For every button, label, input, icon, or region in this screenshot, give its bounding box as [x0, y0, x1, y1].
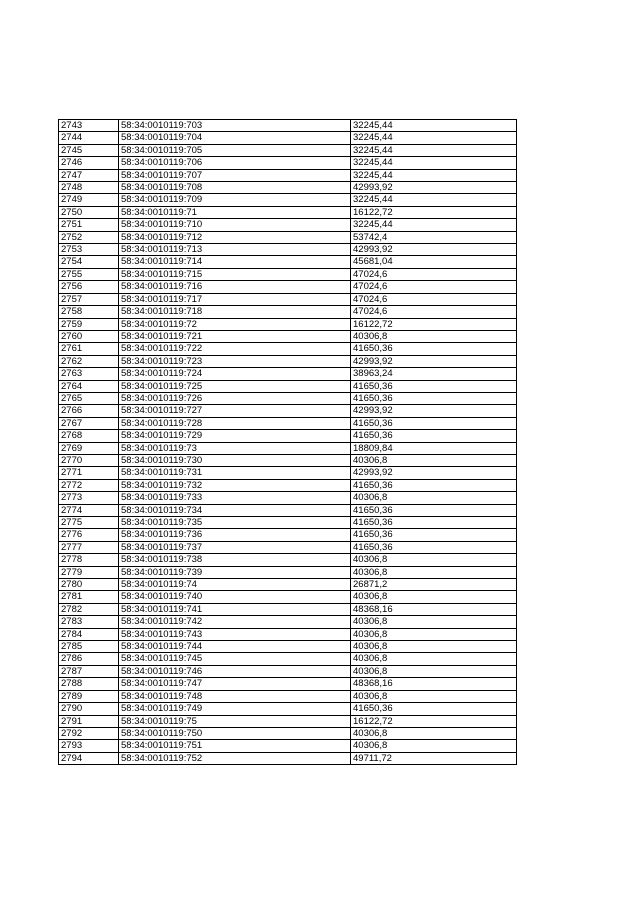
- row-number-cell: 2762: [59, 355, 119, 367]
- row-number-cell: 2791: [59, 715, 119, 727]
- value-cell: 26871,2: [351, 579, 517, 591]
- cadastral-number-cell: 58:34:0010119:715: [119, 268, 351, 280]
- cadastral-number-cell: 58:34:0010119:703: [119, 120, 351, 132]
- cadastral-number-cell: 58:34:0010119:709: [119, 194, 351, 206]
- table-row: [59, 715, 517, 727]
- row-number-cell: 2755: [59, 268, 119, 280]
- value-cell: 32245,44: [351, 219, 517, 231]
- value-cell: 40306,8: [351, 454, 517, 466]
- row-number-cell: 2758: [59, 306, 119, 318]
- value-cell: 45681,04: [351, 256, 517, 268]
- row-number-cell: 2773: [59, 492, 119, 504]
- value-cell: 41650,36: [351, 703, 517, 715]
- row-number-cell: 2788: [59, 678, 119, 690]
- cadastral-number-cell: 58:34:0010119:752: [119, 752, 351, 764]
- table-row: [59, 293, 517, 305]
- value-cell: 32245,44: [351, 157, 517, 169]
- table-row: [59, 219, 517, 231]
- row-number-cell: 2754: [59, 256, 119, 268]
- cadastral-number-cell: 58:34:0010119:735: [119, 517, 351, 529]
- cadastral-number-cell: 58:34:0010119:724: [119, 368, 351, 380]
- row-number-cell: 2760: [59, 330, 119, 342]
- cadastral-number-cell: 58:34:0010119:713: [119, 244, 351, 256]
- row-number-cell: 2781: [59, 591, 119, 603]
- row-number-cell: 2771: [59, 467, 119, 479]
- value-cell: 41650,36: [351, 529, 517, 541]
- row-number-cell: 2756: [59, 281, 119, 293]
- table-row: [59, 380, 517, 392]
- cadastral-number-cell: 58:34:0010119:742: [119, 616, 351, 628]
- table-row: [59, 182, 517, 194]
- cadastral-value-table: [58, 119, 517, 765]
- value-cell: 40306,8: [351, 727, 517, 739]
- table-row: [59, 430, 517, 442]
- row-number-cell: 2777: [59, 541, 119, 553]
- table-row: [59, 566, 517, 578]
- table-row: [59, 144, 517, 156]
- cadastral-number-cell: 58:34:0010119:74: [119, 579, 351, 591]
- cadastral-number-cell: 58:34:0010119:749: [119, 703, 351, 715]
- value-cell: 40306,8: [351, 616, 517, 628]
- cadastral-number-cell: 58:34:0010119:73: [119, 442, 351, 454]
- row-number-cell: 2752: [59, 231, 119, 243]
- value-cell: 18809,84: [351, 442, 517, 454]
- value-cell: 41650,36: [351, 380, 517, 392]
- cadastral-number-cell: 58:34:0010119:743: [119, 628, 351, 640]
- value-cell: 42993,92: [351, 405, 517, 417]
- cadastral-number-cell: 58:34:0010119:708: [119, 182, 351, 194]
- cadastral-number-cell: 58:34:0010119:751: [119, 740, 351, 752]
- table-row: [59, 517, 517, 529]
- cadastral-number-cell: 58:34:0010119:736: [119, 529, 351, 541]
- value-cell: 32245,44: [351, 144, 517, 156]
- table-row: [59, 417, 517, 429]
- value-cell: 47024,6: [351, 306, 517, 318]
- cadastral-number-cell: 58:34:0010119:72: [119, 318, 351, 330]
- row-number-cell: 2779: [59, 566, 119, 578]
- cadastral-number-cell: 58:34:0010119:733: [119, 492, 351, 504]
- value-cell: 32245,44: [351, 169, 517, 181]
- table-row: [59, 281, 517, 293]
- value-cell: 32245,44: [351, 132, 517, 144]
- cadastral-number-cell: 58:34:0010119:725: [119, 380, 351, 392]
- table-row: [59, 132, 517, 144]
- table-row: [59, 541, 517, 553]
- value-cell: 48368,16: [351, 603, 517, 615]
- value-cell: 48368,16: [351, 678, 517, 690]
- table-row: [59, 479, 517, 491]
- row-number-cell: 2745: [59, 144, 119, 156]
- row-number-cell: 2772: [59, 479, 119, 491]
- table-row: [59, 665, 517, 677]
- table-row: [59, 120, 517, 132]
- value-cell: 40306,8: [351, 330, 517, 342]
- cadastral-number-cell: 58:34:0010119:705: [119, 144, 351, 156]
- value-cell: 47024,6: [351, 293, 517, 305]
- cadastral-number-cell: 58:34:0010119:714: [119, 256, 351, 268]
- table-row: [59, 467, 517, 479]
- row-number-cell: 2757: [59, 293, 119, 305]
- row-number-cell: 2764: [59, 380, 119, 392]
- value-cell: 40306,8: [351, 653, 517, 665]
- row-number-cell: 2775: [59, 517, 119, 529]
- value-cell: 42993,92: [351, 244, 517, 256]
- value-cell: 40306,8: [351, 591, 517, 603]
- value-cell: 41650,36: [351, 517, 517, 529]
- table-row: [59, 244, 517, 256]
- cadastral-number-cell: 58:34:0010119:706: [119, 157, 351, 169]
- table-row: [59, 603, 517, 615]
- table-row: [59, 727, 517, 739]
- table-row: [59, 194, 517, 206]
- table-row: [59, 355, 517, 367]
- table-row: [59, 318, 517, 330]
- row-number-cell: 2753: [59, 244, 119, 256]
- cadastral-number-cell: 58:34:0010119:707: [119, 169, 351, 181]
- cadastral-number-cell: 58:34:0010119:71: [119, 206, 351, 218]
- table-row: [59, 256, 517, 268]
- cadastral-number-cell: 58:34:0010119:740: [119, 591, 351, 603]
- value-cell: 41650,36: [351, 417, 517, 429]
- row-number-cell: 2786: [59, 653, 119, 665]
- row-number-cell: 2776: [59, 529, 119, 541]
- row-number-cell: 2743: [59, 120, 119, 132]
- cadastral-number-cell: 58:34:0010119:716: [119, 281, 351, 293]
- table-row: [59, 678, 517, 690]
- cadastral-number-cell: 58:34:0010119:738: [119, 554, 351, 566]
- value-cell: 16122,72: [351, 318, 517, 330]
- cadastral-number-cell: 58:34:0010119:747: [119, 678, 351, 690]
- table-row: [59, 740, 517, 752]
- value-cell: 40306,8: [351, 690, 517, 702]
- row-number-cell: 2767: [59, 417, 119, 429]
- row-number-cell: 2759: [59, 318, 119, 330]
- value-cell: 40306,8: [351, 492, 517, 504]
- value-cell: 47024,6: [351, 268, 517, 280]
- cadastral-number-cell: 58:34:0010119:732: [119, 479, 351, 491]
- cadastral-number-cell: 58:34:0010119:745: [119, 653, 351, 665]
- value-cell: 47024,6: [351, 281, 517, 293]
- table-row: [59, 492, 517, 504]
- value-cell: 49711,72: [351, 752, 517, 764]
- table-row: [59, 157, 517, 169]
- table-row: [59, 703, 517, 715]
- table-row: [59, 690, 517, 702]
- row-number-cell: 2746: [59, 157, 119, 169]
- table-row: [59, 169, 517, 181]
- table-row: [59, 405, 517, 417]
- table-row: [59, 231, 517, 243]
- table-row: [59, 343, 517, 355]
- table-row: [59, 392, 517, 404]
- table-row: [59, 554, 517, 566]
- table-row: [59, 641, 517, 653]
- table-row: [59, 591, 517, 603]
- value-cell: 41650,36: [351, 479, 517, 491]
- row-number-cell: 2787: [59, 665, 119, 677]
- cadastral-number-cell: 58:34:0010119:750: [119, 727, 351, 739]
- cadastral-number-cell: 58:34:0010119:75: [119, 715, 351, 727]
- value-cell: 53742,4: [351, 231, 517, 243]
- cadastral-number-cell: 58:34:0010119:726: [119, 392, 351, 404]
- cadastral-number-cell: 58:34:0010119:717: [119, 293, 351, 305]
- value-cell: 42993,92: [351, 467, 517, 479]
- value-cell: 16122,72: [351, 206, 517, 218]
- cadastral-number-cell: 58:34:0010119:722: [119, 343, 351, 355]
- row-number-cell: 2783: [59, 616, 119, 628]
- cadastral-number-cell: 58:34:0010119:731: [119, 467, 351, 479]
- row-number-cell: 2794: [59, 752, 119, 764]
- value-cell: 41650,36: [351, 504, 517, 516]
- row-number-cell: 2789: [59, 690, 119, 702]
- value-cell: 40306,8: [351, 740, 517, 752]
- value-cell: 41650,36: [351, 541, 517, 553]
- row-number-cell: 2748: [59, 182, 119, 194]
- value-cell: 42993,92: [351, 355, 517, 367]
- value-cell: 41650,36: [351, 430, 517, 442]
- cadastral-number-cell: 58:34:0010119:718: [119, 306, 351, 318]
- table-body: [59, 120, 517, 765]
- value-cell: 40306,8: [351, 665, 517, 677]
- table-row: [59, 628, 517, 640]
- value-cell: 40306,8: [351, 628, 517, 640]
- table-row: [59, 454, 517, 466]
- row-number-cell: 2785: [59, 641, 119, 653]
- value-cell: 41650,36: [351, 343, 517, 355]
- cadastral-number-cell: 58:34:0010119:748: [119, 690, 351, 702]
- table-row: [59, 442, 517, 454]
- value-cell: 42993,92: [351, 182, 517, 194]
- cadastral-number-cell: 58:34:0010119:741: [119, 603, 351, 615]
- cadastral-number-cell: 58:34:0010119:710: [119, 219, 351, 231]
- cadastral-number-cell: 58:34:0010119:729: [119, 430, 351, 442]
- cadastral-number-cell: 58:34:0010119:737: [119, 541, 351, 553]
- row-number-cell: 2782: [59, 603, 119, 615]
- cadastral-number-cell: 58:34:0010119:734: [119, 504, 351, 516]
- cadastral-number-cell: 58:34:0010119:704: [119, 132, 351, 144]
- cadastral-number-cell: 58:34:0010119:712: [119, 231, 351, 243]
- row-number-cell: 2780: [59, 579, 119, 591]
- row-number-cell: 2747: [59, 169, 119, 181]
- value-cell: 41650,36: [351, 392, 517, 404]
- cadastral-number-cell: 58:34:0010119:723: [119, 355, 351, 367]
- table-row: [59, 653, 517, 665]
- row-number-cell: 2792: [59, 727, 119, 739]
- table-row: [59, 504, 517, 516]
- table-row: [59, 268, 517, 280]
- cadastral-number-cell: 58:34:0010119:739: [119, 566, 351, 578]
- table-row: [59, 330, 517, 342]
- table-row: [59, 579, 517, 591]
- row-number-cell: 2769: [59, 442, 119, 454]
- row-number-cell: 2763: [59, 368, 119, 380]
- row-number-cell: 2784: [59, 628, 119, 640]
- row-number-cell: 2770: [59, 454, 119, 466]
- value-cell: 16122,72: [351, 715, 517, 727]
- table-row: [59, 752, 517, 764]
- row-number-cell: 2761: [59, 343, 119, 355]
- row-number-cell: 2768: [59, 430, 119, 442]
- value-cell: 38963,24: [351, 368, 517, 380]
- cadastral-number-cell: 58:34:0010119:730: [119, 454, 351, 466]
- value-cell: 40306,8: [351, 641, 517, 653]
- cadastral-number-cell: 58:34:0010119:728: [119, 417, 351, 429]
- table-row: [59, 368, 517, 380]
- row-number-cell: 2778: [59, 554, 119, 566]
- table-row: [59, 616, 517, 628]
- table-row: [59, 306, 517, 318]
- value-cell: 32245,44: [351, 194, 517, 206]
- value-cell: 32245,44: [351, 120, 517, 132]
- cadastral-number-cell: 58:34:0010119:727: [119, 405, 351, 417]
- cadastral-number-cell: 58:34:0010119:746: [119, 665, 351, 677]
- row-number-cell: 2749: [59, 194, 119, 206]
- row-number-cell: 2751: [59, 219, 119, 231]
- value-cell: 40306,8: [351, 554, 517, 566]
- cadastral-number-cell: 58:34:0010119:721: [119, 330, 351, 342]
- cadastral-number-cell: 58:34:0010119:744: [119, 641, 351, 653]
- row-number-cell: 2750: [59, 206, 119, 218]
- table-row: [59, 206, 517, 218]
- row-number-cell: 2774: [59, 504, 119, 516]
- table-row: [59, 529, 517, 541]
- row-number-cell: 2790: [59, 703, 119, 715]
- row-number-cell: 2744: [59, 132, 119, 144]
- row-number-cell: 2765: [59, 392, 119, 404]
- row-number-cell: 2793: [59, 740, 119, 752]
- row-number-cell: 2766: [59, 405, 119, 417]
- value-cell: 40306,8: [351, 566, 517, 578]
